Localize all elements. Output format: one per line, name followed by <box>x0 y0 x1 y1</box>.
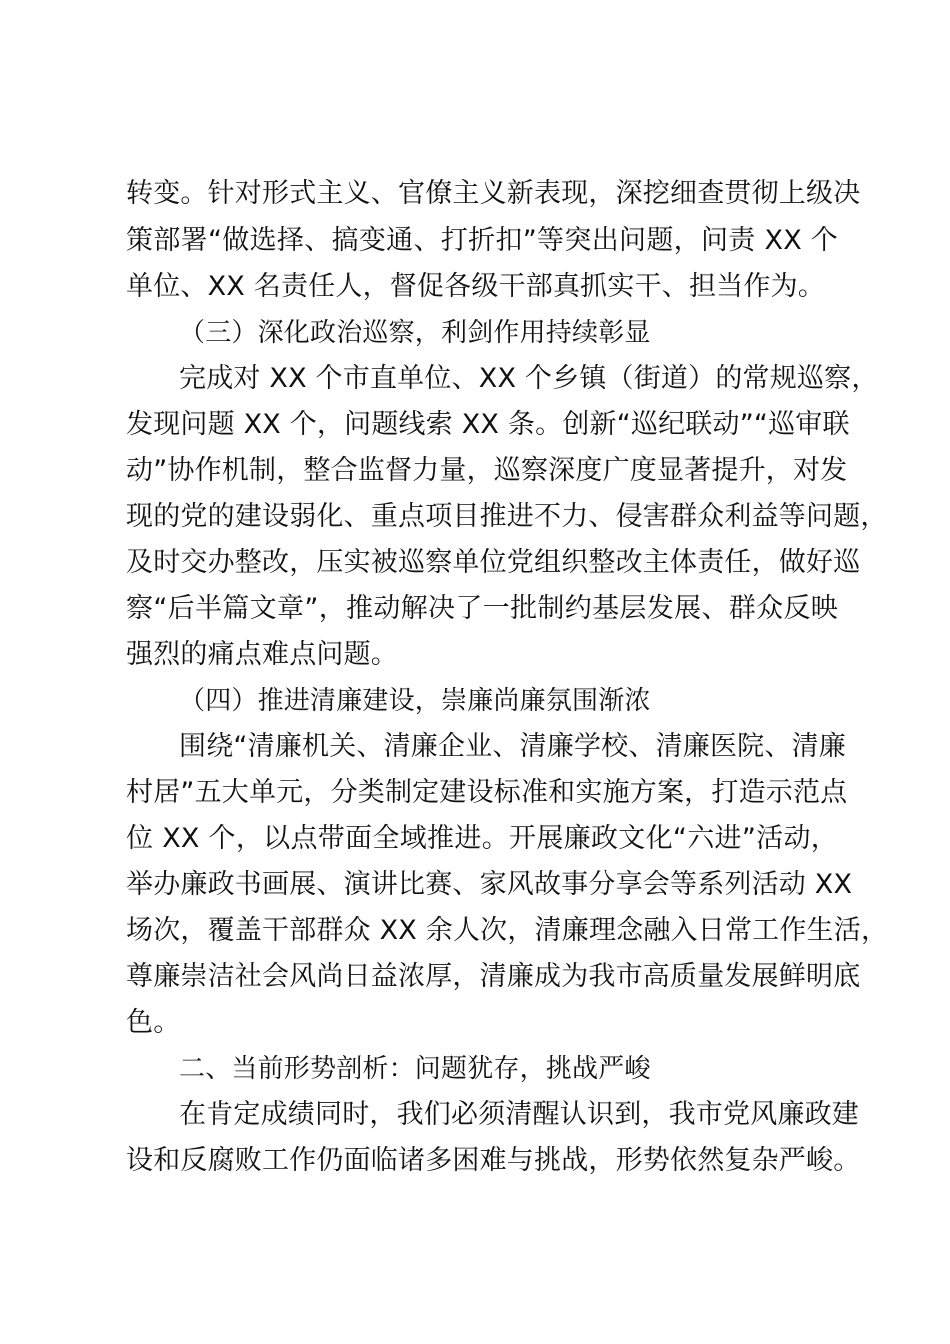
text-line: 转变。针对形式主义、官僚主义新表现，深挖细查贯彻上级决 <box>126 178 861 209</box>
section-heading-3: （三）深化政治巡察，利剑作用持续彰显 <box>179 318 651 348</box>
text-line: 完成对 XX 个市直单位、XX 个乡镇（街道）的常规巡察， <box>179 363 879 394</box>
text-line: 设和反腐败工作仍面临诸多困难与挑战，形势依然复杂严峻。 <box>126 1145 861 1176</box>
text-line: 举办廉政书画展、演讲比赛、家风故事分享会等系列活动 XX <box>126 869 853 900</box>
text-line: 围绕“清廉机关、清廉企业、清廉学校、清廉医院、清廉 <box>179 731 846 762</box>
section-heading-4: （四）推进清廉建设，崇廉尚廉氛围渐浓 <box>179 686 651 716</box>
section-heading-2: 二、当前形势剖析：问题犹存，挑战严峻 <box>179 1054 651 1084</box>
text-line: 发现问题 XX 个，问题线索 XX 条。创新“巡纪联动”“巡审联 <box>126 409 850 440</box>
text-line: 场次，覆盖干部群众 XX 余人次，清廉理念融入日常工作生活， <box>126 915 889 946</box>
text-line: 策部署“做选择、搞变通、打折扣”等突出问题，问责 XX 个 <box>126 225 838 256</box>
text-line: 现的党的建设弱化、重点项目推进不力、侵害群众利益等问题， <box>126 501 888 532</box>
text-line: 动”协作机制，整合监督力量，巡察深度广度显著提升，对发 <box>126 455 848 486</box>
text-line: 色。 <box>126 1007 181 1038</box>
text-line: 位 XX 个，以点带面全域推进。开展廉政文化“六进”活动， <box>126 823 838 854</box>
text-line: 察“后半篇文章”，推动解决了一批制约基层发展、群众反映 <box>126 593 838 624</box>
text-line: 及时交办整改，压实被巡察单位党组织整改主体责任，做好巡 <box>126 547 861 578</box>
text-line: 强烈的痛点难点问题。 <box>126 639 398 670</box>
text-line: 单位、XX 名责任人，督促各级干部真抓实干、担当作为。 <box>126 271 825 302</box>
text-line: 在肯定成绩同时，我们必须清醒认识到，我市党风廉政建 <box>179 1099 859 1130</box>
text-line: 村居”五大单元，分类制定建设标准和实施方案，打造示范点 <box>126 777 848 808</box>
text-line: 尊廉崇洁社会风尚日益浓厚，清廉成为我市高质量发展鲜明底 <box>126 961 861 992</box>
